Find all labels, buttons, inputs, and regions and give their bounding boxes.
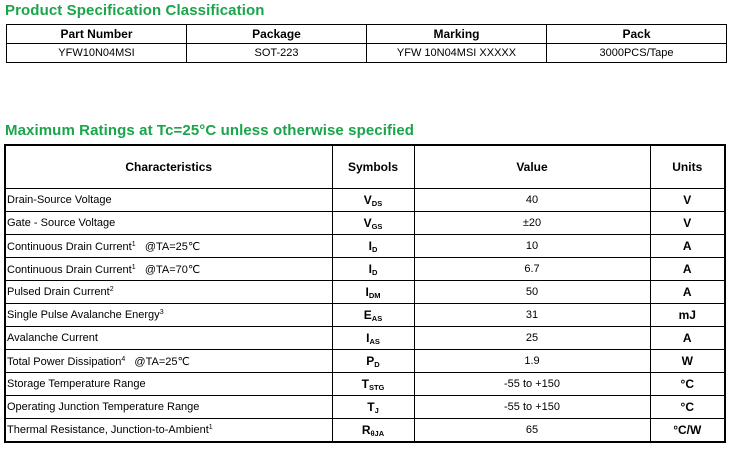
footnote-marker: 3 xyxy=(159,309,164,316)
characteristic-label: Operating Junction Temperature Range xyxy=(7,401,200,413)
characteristic-label: Thermal Resistance, Junction-to-Ambient xyxy=(7,424,209,436)
symbol-cell xyxy=(332,235,414,258)
characteristic-label: Gate - Source Voltage xyxy=(7,217,116,229)
characteristic-label: Continuous Drain Current xyxy=(7,240,132,253)
spec-marking: YFW 10N04MSI XXXXX xyxy=(367,44,547,63)
spec-package: SOT-223 xyxy=(187,44,367,63)
symbol-subscript: D xyxy=(371,244,378,254)
ratings-table xyxy=(4,144,726,443)
characteristic-cell xyxy=(5,373,332,396)
characteristic-label: Pulsed Drain Current xyxy=(7,286,110,298)
unit-cell: A xyxy=(650,258,725,281)
spec-header-row xyxy=(7,25,727,44)
symbol-subscript: AS xyxy=(371,313,383,323)
characteristic-label: Continuous Drain Current xyxy=(7,263,132,276)
footnote-marker: 1 xyxy=(131,263,136,271)
symbol-letter: P xyxy=(366,353,375,368)
characteristic-cell xyxy=(5,235,332,258)
characteristic-cell xyxy=(5,396,332,419)
ratings-row xyxy=(5,373,725,396)
value-cell: 1.9 xyxy=(414,350,650,373)
unit-cell: °C xyxy=(650,373,725,396)
unit-cell: A xyxy=(650,235,725,258)
unit-cell: V xyxy=(650,212,725,235)
footnote-marker: 1 xyxy=(131,240,136,248)
spec-section-title: Product Specification Classification xyxy=(5,2,265,19)
spec-header-pack: Pack xyxy=(547,25,727,44)
ratings-header-units: Units xyxy=(650,145,725,189)
symbol-cell xyxy=(332,350,414,373)
ratings-header-value: Value xyxy=(414,145,650,189)
symbol-cell xyxy=(332,189,414,212)
spec-header-marking: Marking xyxy=(367,25,547,44)
characteristic-label: Single Pulse Avalanche Energy xyxy=(7,309,160,321)
footnote-marker: 1 xyxy=(208,424,213,431)
ratings-row xyxy=(5,419,725,443)
value-cell: 31 xyxy=(414,304,650,327)
symbol-letter: T xyxy=(367,399,375,414)
symbol-subscript: DS xyxy=(371,198,383,208)
characteristic-label: Drain-Source Voltage xyxy=(7,194,112,206)
ratings-row xyxy=(5,396,725,419)
ratings-header-symbols: Symbols xyxy=(332,145,414,189)
spec-part-number: YFW10N04MSI xyxy=(7,44,187,63)
ratings-row xyxy=(5,235,725,258)
characteristic-cell xyxy=(5,258,332,281)
test-condition: @TA=70℃ xyxy=(144,263,201,276)
symbol-subscript: AS xyxy=(369,336,380,346)
characteristic-cell xyxy=(5,327,332,350)
symbol-letter: V xyxy=(363,215,372,230)
characteristic-cell xyxy=(5,189,332,212)
spec-pack: 3000PCS/Tape xyxy=(547,44,727,63)
characteristic-cell xyxy=(5,304,332,327)
unit-cell: mJ xyxy=(650,304,725,327)
value-cell: ±20 xyxy=(414,212,650,235)
symbol-letter: R xyxy=(361,422,371,437)
characteristic-cell xyxy=(5,350,332,373)
ratings-row xyxy=(5,212,725,235)
value-cell: 25 xyxy=(414,327,650,350)
symbol-cell xyxy=(332,258,414,281)
unit-cell: W xyxy=(650,350,725,373)
symbol-subscript: STG xyxy=(368,382,385,392)
symbol-subscript: D xyxy=(371,267,378,277)
ratings-row xyxy=(5,304,725,327)
test-condition: @TA=25℃ xyxy=(144,240,201,253)
characteristic-label: Total Power Dissipation xyxy=(7,355,122,368)
unit-cell: V xyxy=(650,189,725,212)
characteristic-cell xyxy=(5,419,332,443)
test-condition: @TA=25℃ xyxy=(134,355,190,368)
ratings-row xyxy=(5,327,725,350)
characteristic-label: Avalanche Current xyxy=(7,332,98,344)
characteristic-cell xyxy=(5,281,332,304)
value-cell: 65 xyxy=(414,419,650,443)
ratings-header-row xyxy=(5,145,725,189)
spec-header-part-number: Part Number xyxy=(7,25,187,44)
spec-row xyxy=(7,44,727,63)
symbol-letter: I xyxy=(366,330,370,345)
characteristic-cell xyxy=(5,212,332,235)
symbol-subscript: θJA xyxy=(370,428,385,438)
symbol-subscript: J xyxy=(374,405,379,415)
footnote-marker: 2 xyxy=(109,286,114,293)
ratings-section-title: Maximum Ratings at Tc=25°C unless otherwise specified xyxy=(5,122,415,139)
symbol-letter: T xyxy=(361,376,369,391)
ratings-row xyxy=(5,281,725,304)
symbol-cell xyxy=(332,373,414,396)
symbol-cell xyxy=(332,281,414,304)
unit-cell: A xyxy=(650,281,725,304)
ratings-row xyxy=(5,189,725,212)
symbol-letter: I xyxy=(365,284,369,299)
unit-cell: °C/W xyxy=(650,419,725,443)
symbol-subscript: GS xyxy=(371,221,383,231)
symbol-subscript: D xyxy=(374,359,380,369)
symbol-cell xyxy=(332,304,414,327)
unit-cell: °C xyxy=(650,396,725,419)
characteristic-label: Storage Temperature Range xyxy=(7,378,146,390)
symbol-cell xyxy=(332,212,414,235)
symbol-letter: I xyxy=(368,261,372,276)
footnote-marker: 4 xyxy=(121,355,126,363)
value-cell: -55 to +150 xyxy=(414,373,650,396)
symbol-letter: E xyxy=(363,307,372,322)
symbol-letter: V xyxy=(363,192,372,207)
unit-cell: A xyxy=(650,327,725,350)
symbol-subscript: DM xyxy=(368,290,381,300)
spec-header-package: Package xyxy=(187,25,367,44)
value-cell: 10 xyxy=(414,235,650,258)
symbol-cell xyxy=(332,419,414,443)
value-cell: 50 xyxy=(414,281,650,304)
ratings-row xyxy=(5,258,725,281)
ratings-row xyxy=(5,350,725,373)
spec-table xyxy=(6,24,727,63)
value-cell: 40 xyxy=(414,189,650,212)
symbol-cell xyxy=(332,327,414,350)
ratings-header-characteristics: Characteristics xyxy=(5,145,332,189)
symbol-letter: I xyxy=(368,238,372,253)
value-cell: -55 to +150 xyxy=(414,396,650,419)
value-cell: 6.7 xyxy=(414,258,650,281)
symbol-cell xyxy=(332,396,414,419)
